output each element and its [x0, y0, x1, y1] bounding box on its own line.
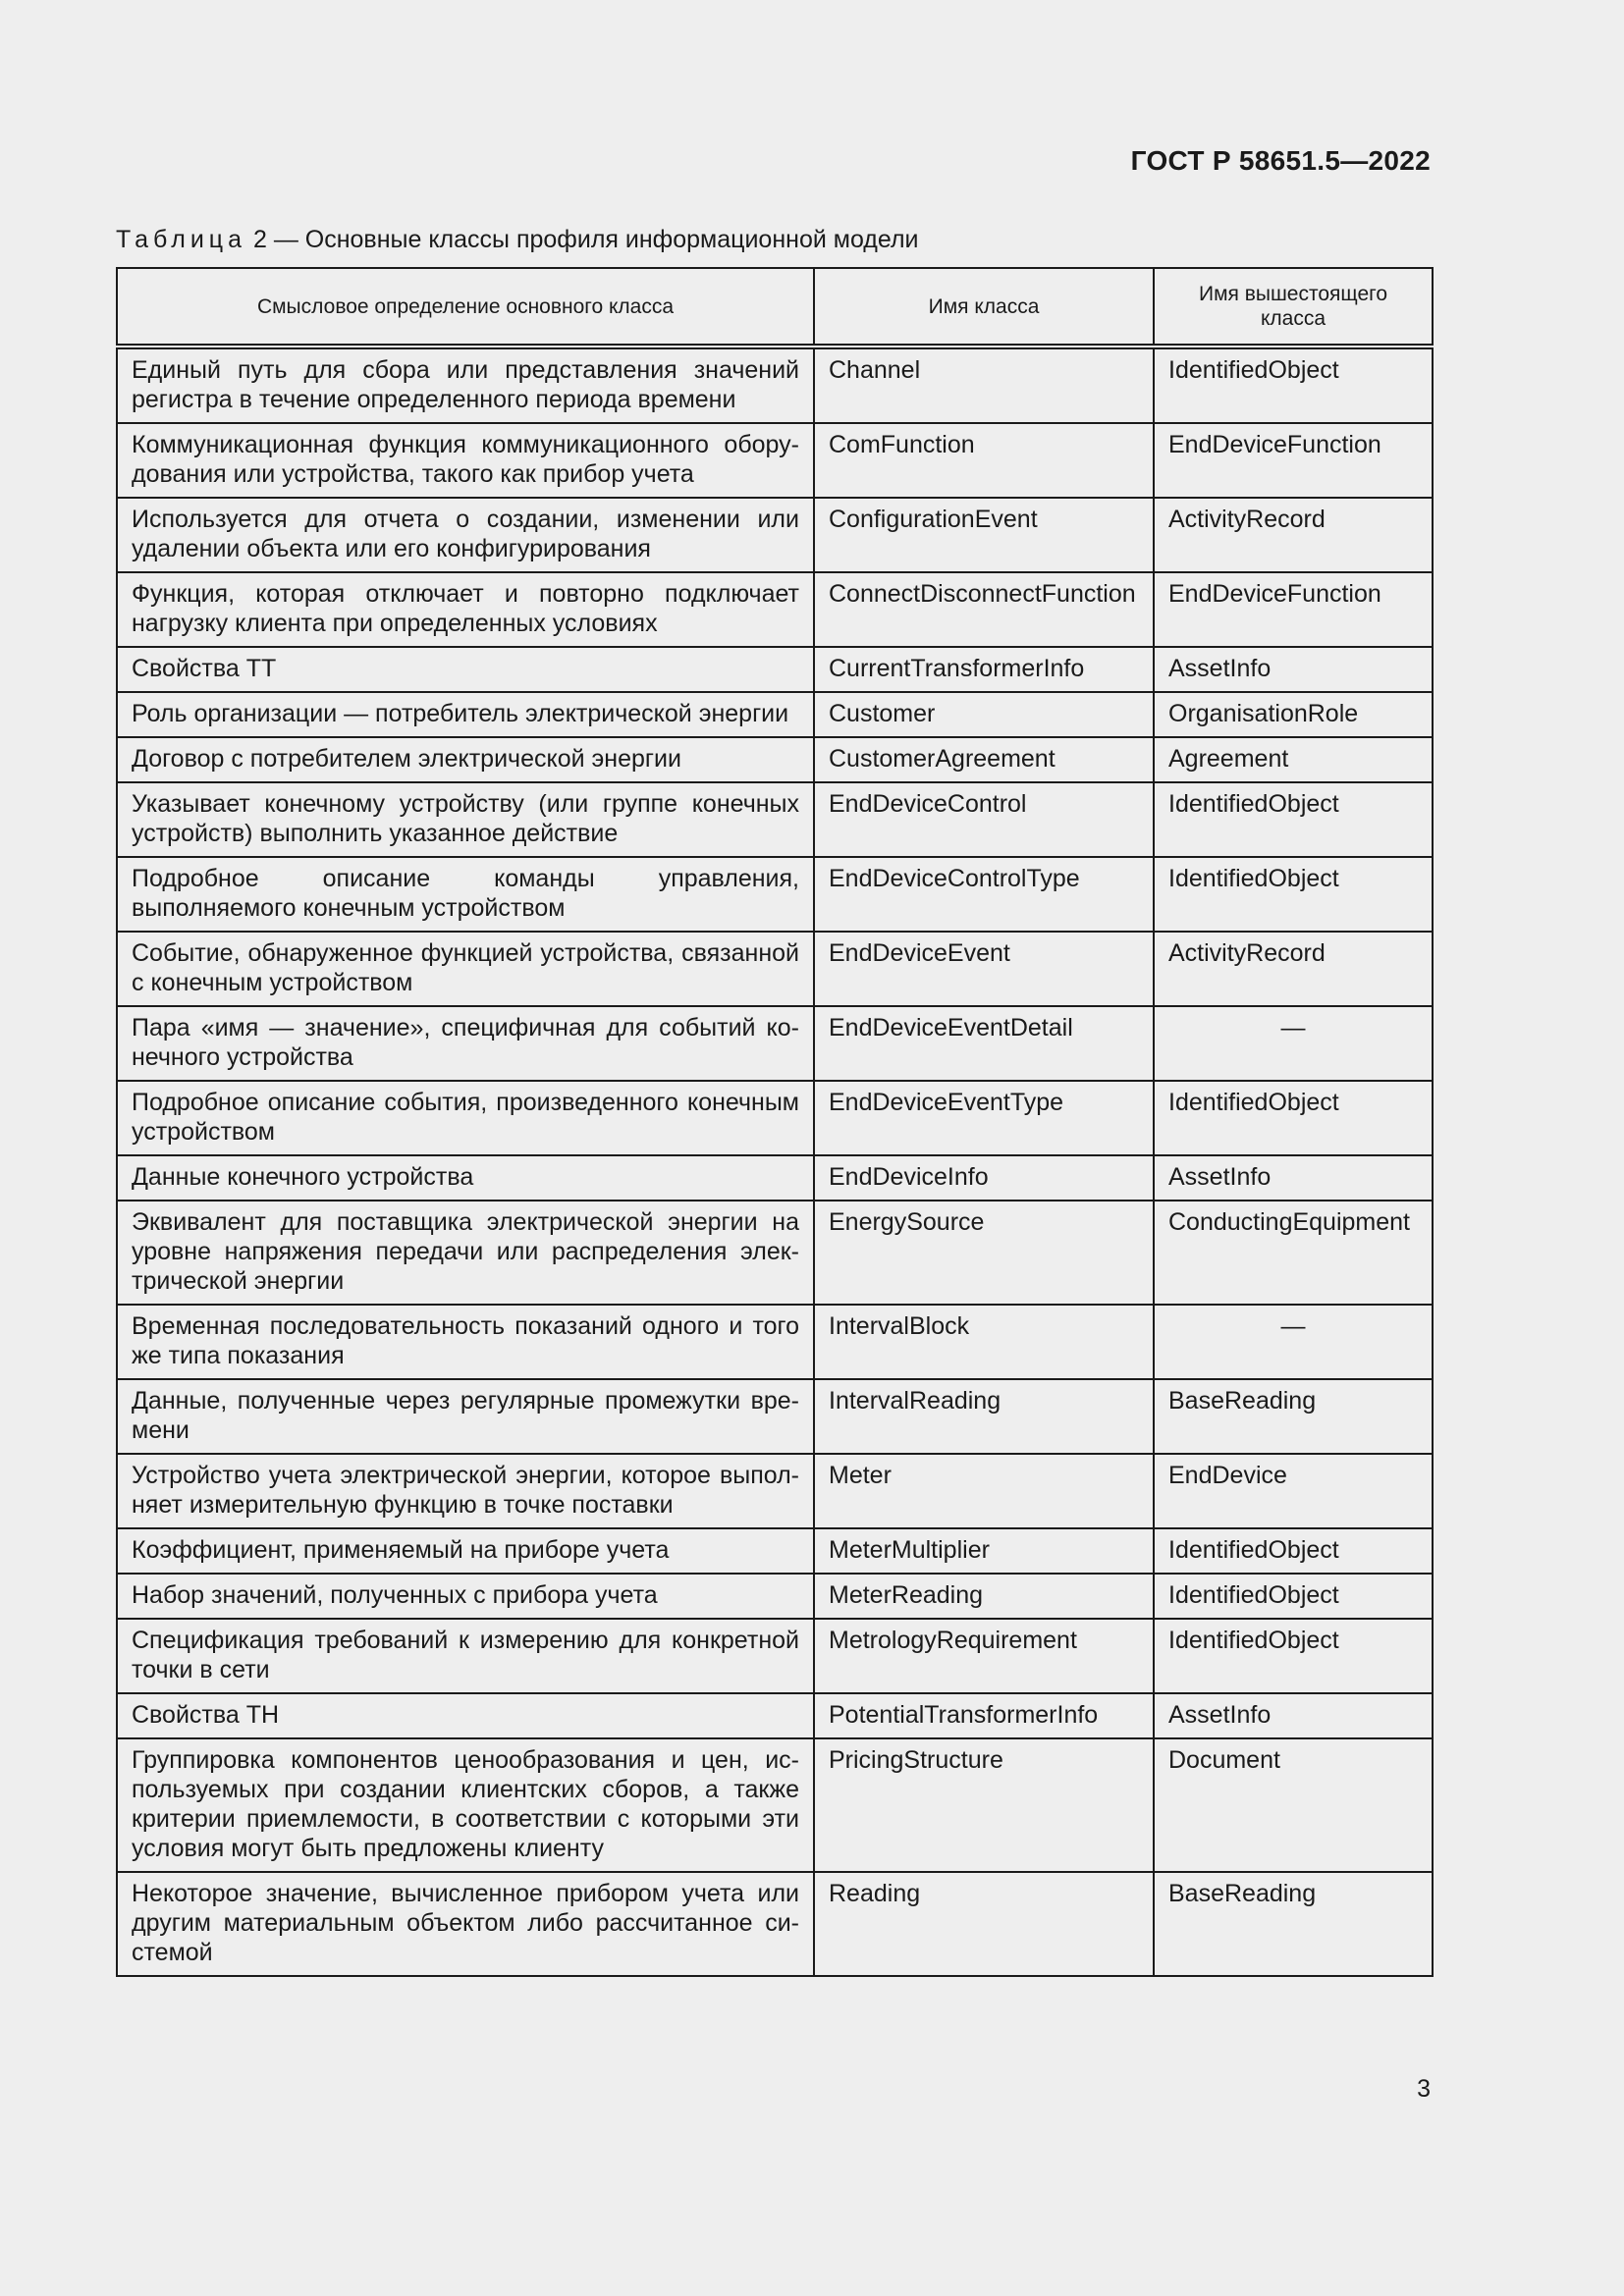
cell-definition: Единый путь для сбора или представления значений регистра в течение определенного периода времени [117, 347, 814, 423]
cell-parent-class: ConductingEquipment [1154, 1201, 1433, 1305]
cell-class-name: MeterMultiplier [814, 1528, 1154, 1574]
cell-class-name: Meter [814, 1454, 1154, 1528]
cell-class-name: CustomerAgreement [814, 737, 1154, 782]
table-row [117, 737, 1433, 782]
cell-definition: Функция, которая отключает и повторно подключает нагрузку клиента при определенных условиях [117, 572, 814, 647]
column-header-parent-class: Имя вышестоящего класса [1154, 268, 1433, 347]
table-header-row [117, 268, 1433, 347]
cell-parent-class: — [1154, 1305, 1433, 1379]
table-row [117, 932, 1433, 1006]
cell-definition: Свойства ТТ [117, 647, 814, 692]
cell-parent-class: IdentifiedObject [1154, 347, 1433, 423]
table-row [117, 1528, 1433, 1574]
cell-parent-class: EndDeviceFunction [1154, 423, 1433, 498]
cell-definition: Эквивалент для поставщика электрической энергии на уровне напряжения передачи или распределения электрической энергии [117, 1201, 814, 1305]
cell-definition: Подробное описание команды управления, выполняемого конечным устройством [117, 857, 814, 932]
cell-parent-class: — [1154, 1006, 1433, 1081]
cell-class-name: EndDeviceInfo [814, 1155, 1154, 1201]
cell-parent-class: Agreement [1154, 737, 1433, 782]
table-row [117, 1379, 1433, 1454]
cell-class-name: PotentialTransformerInfo [814, 1693, 1154, 1738]
cell-definition: Группировка компонентов ценообразования и цен, используемых при создании клиентских сборов, а также критерии приемлемости, в соответствии с которыми эти условия могут быть предложены клиенту [117, 1738, 814, 1872]
cell-parent-class: AssetInfo [1154, 647, 1433, 692]
table-caption-label: Таблица [116, 226, 247, 253]
cell-class-name: EndDeviceEvent [814, 932, 1154, 1006]
cell-definition: Роль организации — потребитель электрической энергии [117, 692, 814, 737]
cell-class-name: EndDeviceControl [814, 782, 1154, 857]
table-row [117, 647, 1433, 692]
table-body [117, 347, 1433, 1976]
cell-definition: Данные конечного устройства [117, 1155, 814, 1201]
cell-class-name: ConfigurationEvent [814, 498, 1154, 572]
cell-class-name: EnergySource [814, 1201, 1154, 1305]
table-row [117, 1872, 1433, 1976]
cell-parent-class: BaseReading [1154, 1872, 1433, 1976]
table-row [117, 347, 1433, 423]
cell-definition: Используется для отчета о создании, изменении или удалении объекта или его конфигурирования [117, 498, 814, 572]
table-row [117, 1006, 1433, 1081]
table-row [117, 572, 1433, 647]
table-caption [116, 226, 919, 254]
cell-class-name: PricingStructure [814, 1738, 1154, 1872]
cell-class-name: EndDeviceControlType [814, 857, 1154, 932]
cell-parent-class: IdentifiedObject [1154, 1081, 1433, 1155]
cell-parent-class: OrganisationRole [1154, 692, 1433, 737]
cell-class-name: MeterReading [814, 1574, 1154, 1619]
cell-class-name: Channel [814, 347, 1154, 423]
cell-parent-class: IdentifiedObject [1154, 857, 1433, 932]
cell-parent-class: ActivityRecord [1154, 932, 1433, 1006]
cell-definition: Некоторое значение, вычисленное прибором учета или другим материальным объектом либо рассчитанное системой [117, 1872, 814, 1976]
table-row [117, 1201, 1433, 1305]
cell-class-name: CurrentTransformerInfo [814, 647, 1154, 692]
cell-class-name: ComFunction [814, 423, 1154, 498]
cell-class-name: EndDeviceEventType [814, 1081, 1154, 1155]
cell-class-name: Reading [814, 1872, 1154, 1976]
table-row [117, 1155, 1433, 1201]
cell-parent-class: IdentifiedObject [1154, 1619, 1433, 1693]
table-row [117, 1619, 1433, 1693]
cell-definition: Указывает конечному устройству (или группе конечных устройств) выполнить указанное действие [117, 782, 814, 857]
page-number: 3 [1417, 2075, 1431, 2103]
cell-definition: Свойства ТН [117, 1693, 814, 1738]
cell-definition: Данные, полученные через регулярные промежутки времени [117, 1379, 814, 1454]
cell-parent-class: BaseReading [1154, 1379, 1433, 1454]
cell-definition: Коэффициент, применяемый на приборе учета [117, 1528, 814, 1574]
classes-table [116, 267, 1434, 1977]
cell-class-name: ConnectDisconnectFunction [814, 572, 1154, 647]
cell-class-name: MetrologyRequirement [814, 1619, 1154, 1693]
column-header-class-name: Имя класса [814, 268, 1154, 347]
cell-parent-class: Document [1154, 1738, 1433, 1872]
table-row [117, 1738, 1433, 1872]
cell-definition: Договор с потребителем электрической энергии [117, 737, 814, 782]
table-row [117, 423, 1433, 498]
column-header-definition: Смысловое определение основного класса [117, 268, 814, 347]
cell-definition: Временная последовательность показаний одного и того же типа показания [117, 1305, 814, 1379]
cell-class-name: Customer [814, 692, 1154, 737]
cell-definition: Спецификация требований к измерению для конкретной точки в сети [117, 1619, 814, 1693]
cell-parent-class: ActivityRecord [1154, 498, 1433, 572]
cell-class-name: IntervalReading [814, 1379, 1154, 1454]
table-row [117, 1454, 1433, 1528]
table-row [117, 857, 1433, 932]
table-row [117, 1574, 1433, 1619]
table-caption-text: 2 — Основные классы профиля информационной модели [246, 226, 919, 253]
table-row [117, 782, 1433, 857]
cell-parent-class: AssetInfo [1154, 1693, 1433, 1738]
document-standard-header: ГОСТ Р 58651.5—2022 [1130, 145, 1431, 176]
cell-parent-class: AssetInfo [1154, 1155, 1433, 1201]
table-row [117, 498, 1433, 572]
table-row [117, 692, 1433, 737]
cell-class-name: EndDeviceEventDetail [814, 1006, 1154, 1081]
table-row [117, 1081, 1433, 1155]
cell-definition: Коммуникационная функция коммуникационного оборудования или устройства, такого как прибор учета [117, 423, 814, 498]
table-header [117, 268, 1433, 347]
cell-parent-class: EndDeviceFunction [1154, 572, 1433, 647]
cell-parent-class: IdentifiedObject [1154, 1574, 1433, 1619]
cell-definition: Пара «имя — значение», специфичная для событий конечного устройства [117, 1006, 814, 1081]
cell-parent-class: EndDevice [1154, 1454, 1433, 1528]
cell-definition: Устройство учета электрической энергии, которое выполняет измерительную функцию в точке поставки [117, 1454, 814, 1528]
table-row [117, 1305, 1433, 1379]
cell-parent-class: IdentifiedObject [1154, 782, 1433, 857]
cell-parent-class: IdentifiedObject [1154, 1528, 1433, 1574]
cell-definition: Набор значений, полученных с прибора учета [117, 1574, 814, 1619]
cell-definition: Событие, обнаруженное функцией устройства, связанной с конечным устройством [117, 932, 814, 1006]
table-row [117, 1693, 1433, 1738]
cell-definition: Подробное описание события, произведенного конечным устройством [117, 1081, 814, 1155]
cell-class-name: IntervalBlock [814, 1305, 1154, 1379]
